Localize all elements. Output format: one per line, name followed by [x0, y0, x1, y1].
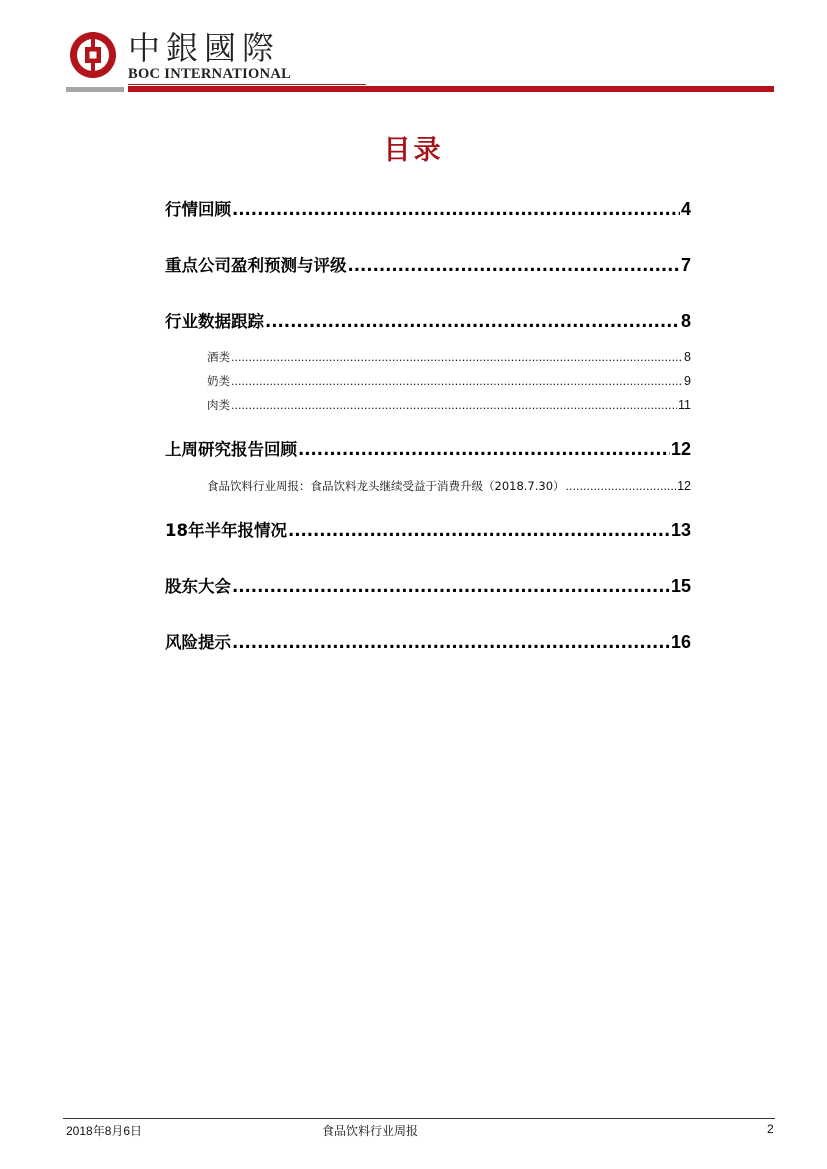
toc-entry-label: 肉类 — [207, 398, 230, 412]
toc-entry-weekly-report[interactable] — [165, 478, 691, 494]
footer-date: 2018年8月6日 — [66, 1124, 143, 1138]
toc-entry-page: 11 — [678, 398, 691, 412]
toc-entry-label: 食品饮料行业周报：食品饮料龙头继续受益于消费升级（2018.7.30） — [207, 479, 565, 493]
dot-leader — [265, 312, 680, 331]
dot-leader — [232, 200, 680, 219]
toc-entry-market-review[interactable] — [165, 196, 691, 220]
toc-entry-liquor[interactable] — [165, 349, 691, 365]
dot-leader — [566, 480, 677, 493]
toc-entry-page: 8 — [684, 350, 691, 364]
toc-entry-label: 行情回顾 — [165, 200, 231, 219]
toc-entry-page: 13 — [670, 520, 691, 540]
logo-english-text: BOC INTERNATIONAL — [128, 66, 292, 82]
toc-entry-label: 酒类 — [207, 350, 230, 364]
toc-entry-weekly-research-review[interactable] — [165, 436, 691, 460]
toc-entry-shareholder-meetings[interactable] — [165, 573, 691, 597]
dot-leader — [232, 633, 670, 652]
toc-entry-risk-warning[interactable] — [165, 629, 691, 653]
toc-entry-page: 9 — [684, 374, 691, 388]
toc-entry-label: 重点公司盈利预测与评级 — [165, 256, 347, 275]
footer-rule — [63, 1118, 775, 1119]
header-rule-grey — [66, 87, 124, 92]
toc-entry-page: 4 — [680, 199, 691, 219]
toc-entry-industry-data[interactable] — [165, 308, 691, 332]
toc-entry-page: 15 — [670, 576, 691, 596]
footer-report-title: 食品饮料行业周报 — [321, 1124, 418, 1138]
toc-entry-label: 风险提示 — [165, 633, 231, 652]
report-header — [66, 28, 774, 94]
dot-leader — [348, 256, 680, 275]
header-rule-thin — [128, 84, 366, 85]
boc-logo-icon — [68, 30, 118, 80]
toc-entry-page: 7 — [680, 255, 691, 275]
toc-entry-label: 上周研究报告回顾 — [165, 440, 297, 459]
toc-entry-label: 股东大会 — [165, 577, 231, 596]
toc-entry-label: 18年半年报情况 — [165, 521, 287, 540]
toc-entry-page: 12 — [670, 439, 691, 459]
dot-leader — [232, 577, 670, 596]
toc-entry-label: 行业数据跟踪 — [165, 312, 264, 331]
toc-entry-page: 12 — [677, 479, 691, 493]
logo-chinese-text: 中銀國際 — [128, 29, 281, 67]
dot-leader — [231, 351, 683, 364]
dot-leader — [288, 521, 670, 540]
toc-title: 目录 — [383, 135, 444, 166]
toc-entry-meat[interactable] — [165, 397, 691, 413]
toc-entry-page: 16 — [670, 632, 691, 652]
header-rule-red — [128, 86, 774, 92]
toc-entry-label: 奶类 — [207, 374, 230, 388]
dot-leader — [231, 375, 683, 388]
toc-entry-dairy[interactable] — [165, 373, 691, 389]
dot-leader — [298, 440, 670, 459]
toc-entry-earnings-forecast[interactable] — [165, 252, 691, 276]
toc-entry-page: 8 — [680, 311, 691, 331]
toc-entry-half-year-results[interactable] — [165, 517, 691, 541]
dot-leader — [231, 399, 677, 412]
footer-page-number: 2 — [767, 1122, 774, 1136]
